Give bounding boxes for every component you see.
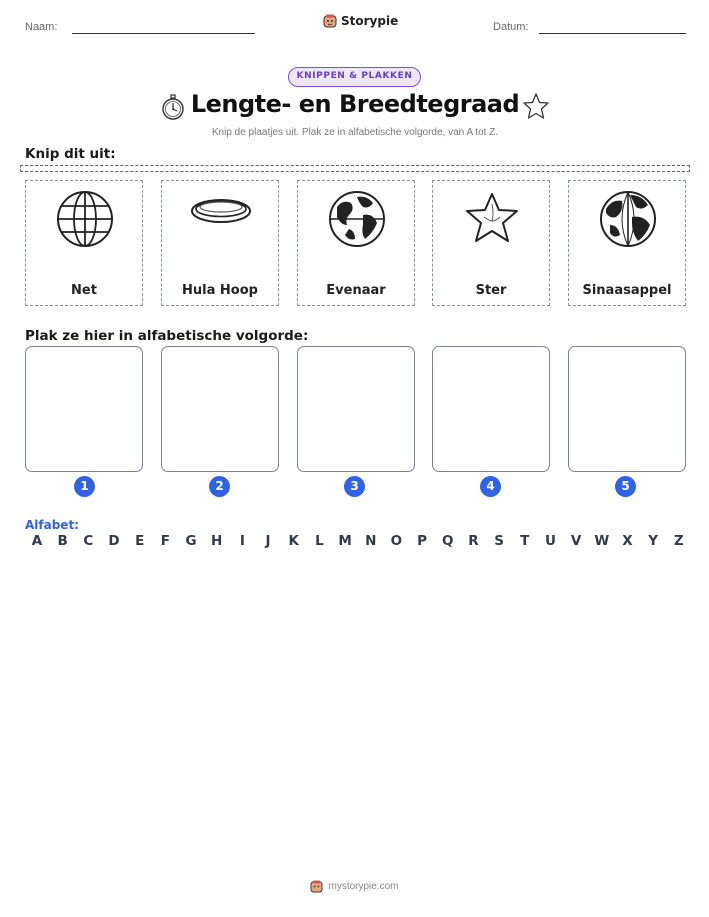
instructions: Knip de plaatjes uit. Plak ze in alfabetische volgorde, van A tot Z.	[211, 127, 499, 138]
brand-name: Storypie	[341, 14, 399, 28]
earth-equator-icon	[327, 189, 387, 249]
slot-number-2: 2	[209, 476, 230, 497]
alphabet-letter: O	[390, 533, 403, 549]
alphabet-letter: S	[494, 533, 504, 549]
paste-slot-4[interactable]	[432, 346, 550, 472]
slot-number-3: 3	[344, 476, 365, 497]
storypie-mascot-icon	[310, 880, 323, 893]
alphabet-letter: M	[338, 533, 352, 549]
alphabet-letter: P	[417, 533, 428, 549]
card-label: Net	[71, 283, 97, 298]
hula-hoop-icon	[191, 189, 251, 249]
alphabet-letter: R	[468, 533, 479, 549]
alphabet-letter: N	[365, 533, 377, 549]
alphabet-letter: U	[544, 533, 556, 549]
cut-card-ster[interactable]	[432, 180, 550, 306]
alphabet-letter: K	[288, 533, 299, 549]
brand-logo	[323, 14, 398, 28]
page-title: Lengte- en Breedtegraad	[190, 90, 520, 118]
slot-number-1: 1	[74, 476, 95, 497]
paste-slot-2[interactable]	[161, 346, 279, 472]
alphabet-letter: Z	[673, 533, 684, 549]
alphabet-letter: W	[594, 533, 610, 549]
storypie-mascot-icon	[323, 14, 337, 28]
name-label: Naam:	[25, 21, 58, 33]
alphabet-letter: T	[520, 533, 530, 549]
card-label: Evenaar	[326, 283, 386, 298]
alphabet-letter: G	[185, 533, 197, 549]
date-line[interactable]	[539, 33, 686, 34]
card-label: Hula Hoop	[182, 283, 258, 298]
alphabet-letter: J	[265, 533, 271, 549]
orange-globe-icon	[598, 189, 658, 249]
footer	[0, 880, 709, 893]
footer-url[interactable]: mystorypie.com	[328, 881, 399, 892]
date-label: Datum:	[493, 21, 529, 33]
alphabet-letter: X	[622, 533, 633, 549]
paste-slot-5[interactable]	[568, 346, 686, 472]
alphabet-label: Alfabet:	[25, 518, 79, 532]
card-label: Sinaasappel	[582, 283, 672, 298]
stopwatch-icon	[160, 94, 186, 120]
cut-card-sinaasappel[interactable]	[568, 180, 686, 306]
cut-line	[20, 165, 690, 172]
alphabet-letter: H	[211, 533, 223, 549]
alphabet-letter: V	[570, 533, 582, 549]
cut-card-hula-hoop[interactable]	[161, 180, 279, 306]
alphabet-letter: Q	[442, 533, 454, 549]
cut-card-net[interactable]	[25, 180, 143, 306]
category-badge: KNIPPEN & PLAKKEN	[288, 67, 421, 87]
star-decoration-icon	[522, 92, 550, 120]
alphabet-letter: E	[135, 533, 145, 549]
name-line[interactable]	[72, 33, 255, 34]
alphabet-letter: L	[315, 533, 324, 549]
slot-number-5: 5	[615, 476, 636, 497]
net-globe-icon	[55, 189, 115, 249]
card-label: Ster	[475, 283, 507, 298]
alphabet-letter: Y	[648, 533, 659, 549]
alphabet-letter: B	[57, 533, 68, 549]
alphabet-letter: I	[239, 533, 245, 549]
alphabet-letter: C	[83, 533, 94, 549]
slot-number-4: 4	[480, 476, 501, 497]
cut-card-evenaar[interactable]	[297, 180, 415, 306]
alphabet-letter: A	[31, 533, 43, 549]
paste-slot-3[interactable]	[297, 346, 415, 472]
alphabet-letter: D	[108, 533, 120, 549]
paste-slot-1[interactable]	[25, 346, 143, 472]
cut-heading: Knip dit uit:	[25, 146, 116, 162]
star-icon	[462, 189, 522, 249]
alphabet-letter: F	[160, 533, 170, 549]
alphabet-row	[28, 533, 688, 549]
paste-heading: Plak ze hier in alfabetische volgorde:	[25, 328, 309, 344]
